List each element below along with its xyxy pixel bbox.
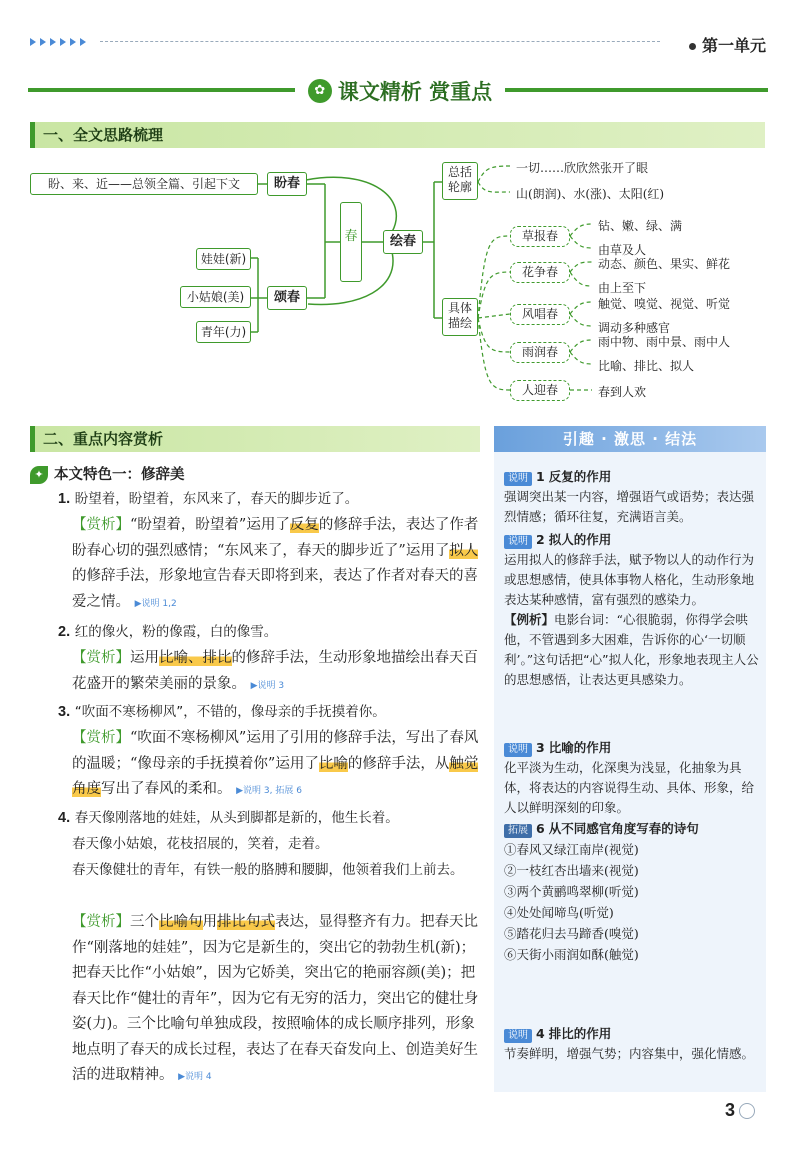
highlight: 拟人: [449, 542, 479, 559]
yurun-leaf-2: 比喻、排比、拟人: [598, 359, 695, 373]
item-3-quote: 3. “吹面不寒杨柳风”，不错的，像母亲的手抚摸着你。: [58, 704, 386, 720]
highlight: 比喻、排比: [159, 650, 232, 666]
leaf-icon: ✦: [30, 466, 48, 484]
huazhengchun-box: 花争春: [510, 262, 570, 283]
note-reference[interactable]: ▶说明 3, 拓展 6: [236, 786, 302, 796]
juti-box: 具体描绘: [442, 298, 478, 336]
qingnian-box: 青年(力): [196, 321, 251, 343]
fengchangchun-box: 风唱春: [510, 304, 570, 325]
item-3-analysis: 【赏析】“吹面不寒杨柳风”运用了引用的修辞手法，写出了春风的温暖；“像母亲的手抚摸着你”运用了比喻的修辞手法，从触觉角度写出了春风的柔和。 ▶说明 3, 拓展 6: [72, 730, 479, 797]
sidebar-note-4: 说明 4 排比的作用 节奏鲜明，增强气势；内容集中，强化情感。: [504, 1026, 755, 1061]
renying-leaf-1: 春到人欢: [598, 385, 647, 399]
feature-title: ✦ 本文特色一：修辞美: [30, 463, 185, 484]
note-reference[interactable]: ▶说明 1,2: [134, 598, 177, 609]
section-1-heading: 一、全文思路梳理: [30, 122, 765, 148]
fengchang-leaf-1: 触觉、嗅觉、视觉、听觉: [598, 297, 731, 311]
sidebar-extension-6: 拓展 6 从不同感官角度写春的诗句 ①春风又绿江南岸(视觉) ②一枝红杏出墙来(视觉) ③两个黄鹂鸣翠柳(听觉) ④处处闻啼鸟(听觉) ⑤踏花归去马蹄香(嗅觉) ⑥天街小雨润如酥(触觉): [504, 821, 699, 962]
note-reference[interactable]: ▶说明 3: [250, 680, 285, 691]
highlight: 排比句式: [217, 914, 275, 930]
huichun-box: 绘春: [383, 230, 423, 254]
page-number: 3: [725, 1100, 765, 1128]
book-icon: [739, 1103, 755, 1119]
item-2-analysis: 【赏析】运用比喻、排比的修辞手法，生动形象地描绘出春天百花盛开的繁荣美丽的景象。 ▶说明 3: [72, 650, 478, 692]
sidebar-note-2: 说明 2 拟人的作用 运用拟人的修辞手法，赋予物以人的动作行为或思想感情，使具体事物人格化，生动形象地表达某种感情，富有强烈的感染力。 【例析】电影台词：“心很脆弱，你得学会哄他，不管遇到多大困难，告诉你的心‘一切顺利’。”这句话把“心”拟人化，形象地表现主人公的思想感悟，让表达更具感染力。: [504, 532, 759, 687]
section-banner: ✿ 课文精析 赏重点: [295, 76, 505, 106]
panchun-box: 盼春: [267, 172, 307, 196]
sidebar-heading: 引趣 · 激思 · 结法: [494, 426, 766, 452]
highlight: 反复: [289, 517, 319, 533]
leaf-logo-icon: ✿: [308, 79, 332, 103]
item-4-quote-1: 4. 春天像刚落地的娃娃，从头到脚都是新的，他生长着。: [58, 810, 399, 826]
sidebar-note-1: 说明 1 反复的作用 强调突出某一内容，增强语气或语势；表达强烈情感；循环往复，充满语言美。: [504, 469, 755, 524]
item-4-analysis: 【赏析】三个比喻句用排比句式表达，显得整齐有力。把春天比作“刚落地的娃娃”，因为它是新生的，突出它的勃勃生机(新)；把春天比作“小姑娘”，因为它娇美，突出它的艳丽容颜(美)；把春天比作“健壮的青年”，因为它有无穷的活力，突出它的健壮身姿(力)。三个比喻句单独成段，按照喻体的成长顺序排列，形象地点明了春天的成长过程，表达了在春天奋发向上、创造美好生活的进取精神。 ▶说明 4: [72, 914, 479, 1083]
note-reference[interactable]: ▶说明 4: [178, 1072, 212, 1082]
highlight: 比喻: [318, 755, 348, 772]
item-4-quote-2: 春天像小姑娘，花枝招展的，笑着，走着。: [72, 836, 329, 852]
mind-map: [30, 158, 770, 408]
chun-box: 春: [340, 202, 362, 282]
yurunchun-box: 雨润春: [510, 342, 570, 363]
highlight: 触觉角度: [72, 755, 479, 797]
item-1-quote: 1. 盼望着，盼望着，东风来了，春天的脚步近了。: [58, 491, 359, 507]
yurun-leaf-1: 雨中物、雨中景、雨中人: [598, 335, 731, 349]
header-decoration: [30, 38, 670, 48]
wawa-box: 娃娃(新): [196, 248, 251, 270]
zongkuo-box: 总括轮廓: [442, 162, 478, 200]
intro-box: 盼、来、近——总领全篇、引起下文: [30, 173, 258, 195]
songchun-box: 颂春: [267, 286, 307, 310]
sidebar-note-3: 说明 3 比喻的作用 化平淡为生动，化深奥为浅显，化抽象为具体，将表达的内容说得生动、具体、形象，给人以鲜明深刻的印象。: [504, 740, 755, 815]
caobaochun-box: 草报春: [510, 226, 570, 247]
item-1-analysis: 【赏析】“盼望着，盼望着”运用了反复的修辞手法，表达了作者盼春心切的强烈感情；“东风来了，春天的脚步近了”运用了拟人的修辞手法，形象地宣告春天即将到来，表达了作者对春天的喜爱之情。 ▶说明 1,2: [72, 517, 479, 610]
section-2-heading: 二、重点内容赏析: [30, 426, 480, 452]
huazheng-leaf-2: 由上至下: [598, 281, 647, 295]
item-2-quote: 2. 红的像火，粉的像霞，白的像雪。: [58, 624, 278, 640]
renyingchun-box: 人迎春: [510, 380, 570, 401]
guniang-box: 小姑娘(美): [180, 286, 251, 308]
highlight: 比喻句: [159, 914, 203, 930]
huazheng-leaf-1: 动态、颜色、果实、鲜花: [598, 257, 731, 271]
zongkuo-leaf-1: 一切……欣欣然张开了眼: [516, 161, 649, 175]
zongkuo-leaf-2: 山(朗润)、水(涨)、太阳(红): [516, 187, 665, 201]
caobao-leaf-2: 由草及人: [598, 243, 647, 257]
fengchang-leaf-2: 调动多种感官: [598, 321, 671, 335]
item-4-quote-3: 春天像健壮的青年，有铁一般的胳膊和腰脚，他领着我们上前去。: [72, 862, 464, 878]
caobao-leaf-1: 钻、嫩、绿、满: [598, 219, 683, 233]
unit-title: 第一单元: [689, 33, 766, 56]
